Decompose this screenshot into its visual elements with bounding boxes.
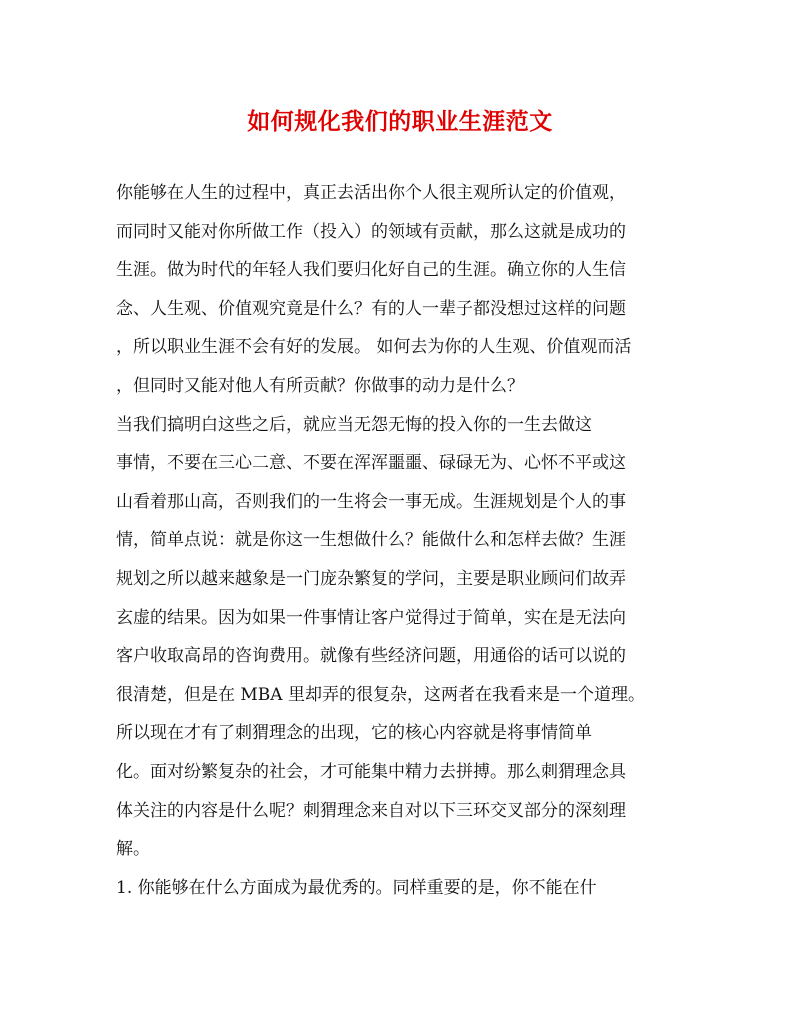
body-line: 玄虚的结果。因为如果一件事情让客户觉得过于简单，实在是无法向 <box>116 607 626 628</box>
body-line: 客户收取高昂的咨询费用。就像有些经济问题，用通俗的话可以说的 <box>116 646 626 667</box>
body-line: 你能够在人生的过程中，真正去活出你个人很主观所认定的价值观， <box>116 183 626 203</box>
body-line: 念、人生观、价值观究竟是什么？有的人一辈子都没想过这样的问题 <box>116 298 626 319</box>
body-line: 化。面对纷繁复杂的社会，才可能集中精力去拼搏。那么刺猬理念具 <box>116 761 626 782</box>
body-line: 解。 <box>116 839 150 860</box>
body-line: 山看着那山高，否则我们的一生将会一事无成。生涯规划是个人的事 <box>116 491 626 512</box>
body-line: 事情，不要在三心二意、不要在浑浑噩噩、碌碌无为、心怀不平或这 <box>116 453 626 474</box>
body-line: 1. 你能够在什么方面成为最优秀的。同样重要的是，你不能在什 <box>116 877 597 898</box>
body-line: 所以现在才有了刺猬理念的出现，它的核心内容就是将事情简单 <box>116 723 592 744</box>
body-line: 体关注的内容是什么呢？刺猬理念来自对以下三环交叉部分的深刻理 <box>116 800 626 821</box>
document-body <box>116 174 688 907</box>
body-line: 规划之所以越来越象是一门庞杂繁复的学问，主要是职业顾问们故弄 <box>116 568 626 589</box>
body-line: ，所以职业生涯不会有好的发展。 如何去为你的人生观、价值观而活 <box>116 337 632 358</box>
body-line: ，但同时又能对他人有所贡献？你做事的动力是什么？ <box>116 375 524 396</box>
body-line: 当我们搞明白这些之后，就应当无怨无悔的投入你的一生去做这 <box>116 414 592 435</box>
body-line: 生涯。做为时代的年轻人我们要归化好自己的生涯。确立你的人生信 <box>116 260 626 281</box>
body-line: 而同时又能对你所做工作（投入）的领域有贡献，那么这就是成功的 <box>116 221 626 242</box>
document-title: 如何规化我们的职业生涯范文 <box>247 108 553 135</box>
body-line: 情，简单点说：就是你这一生想做什么？能做什么和怎样去做？生涯 <box>116 530 626 551</box>
body-line: 很清楚，但是在 MBA 里却弄的很复杂，这两者在我看来是一个道理。 <box>116 684 645 705</box>
